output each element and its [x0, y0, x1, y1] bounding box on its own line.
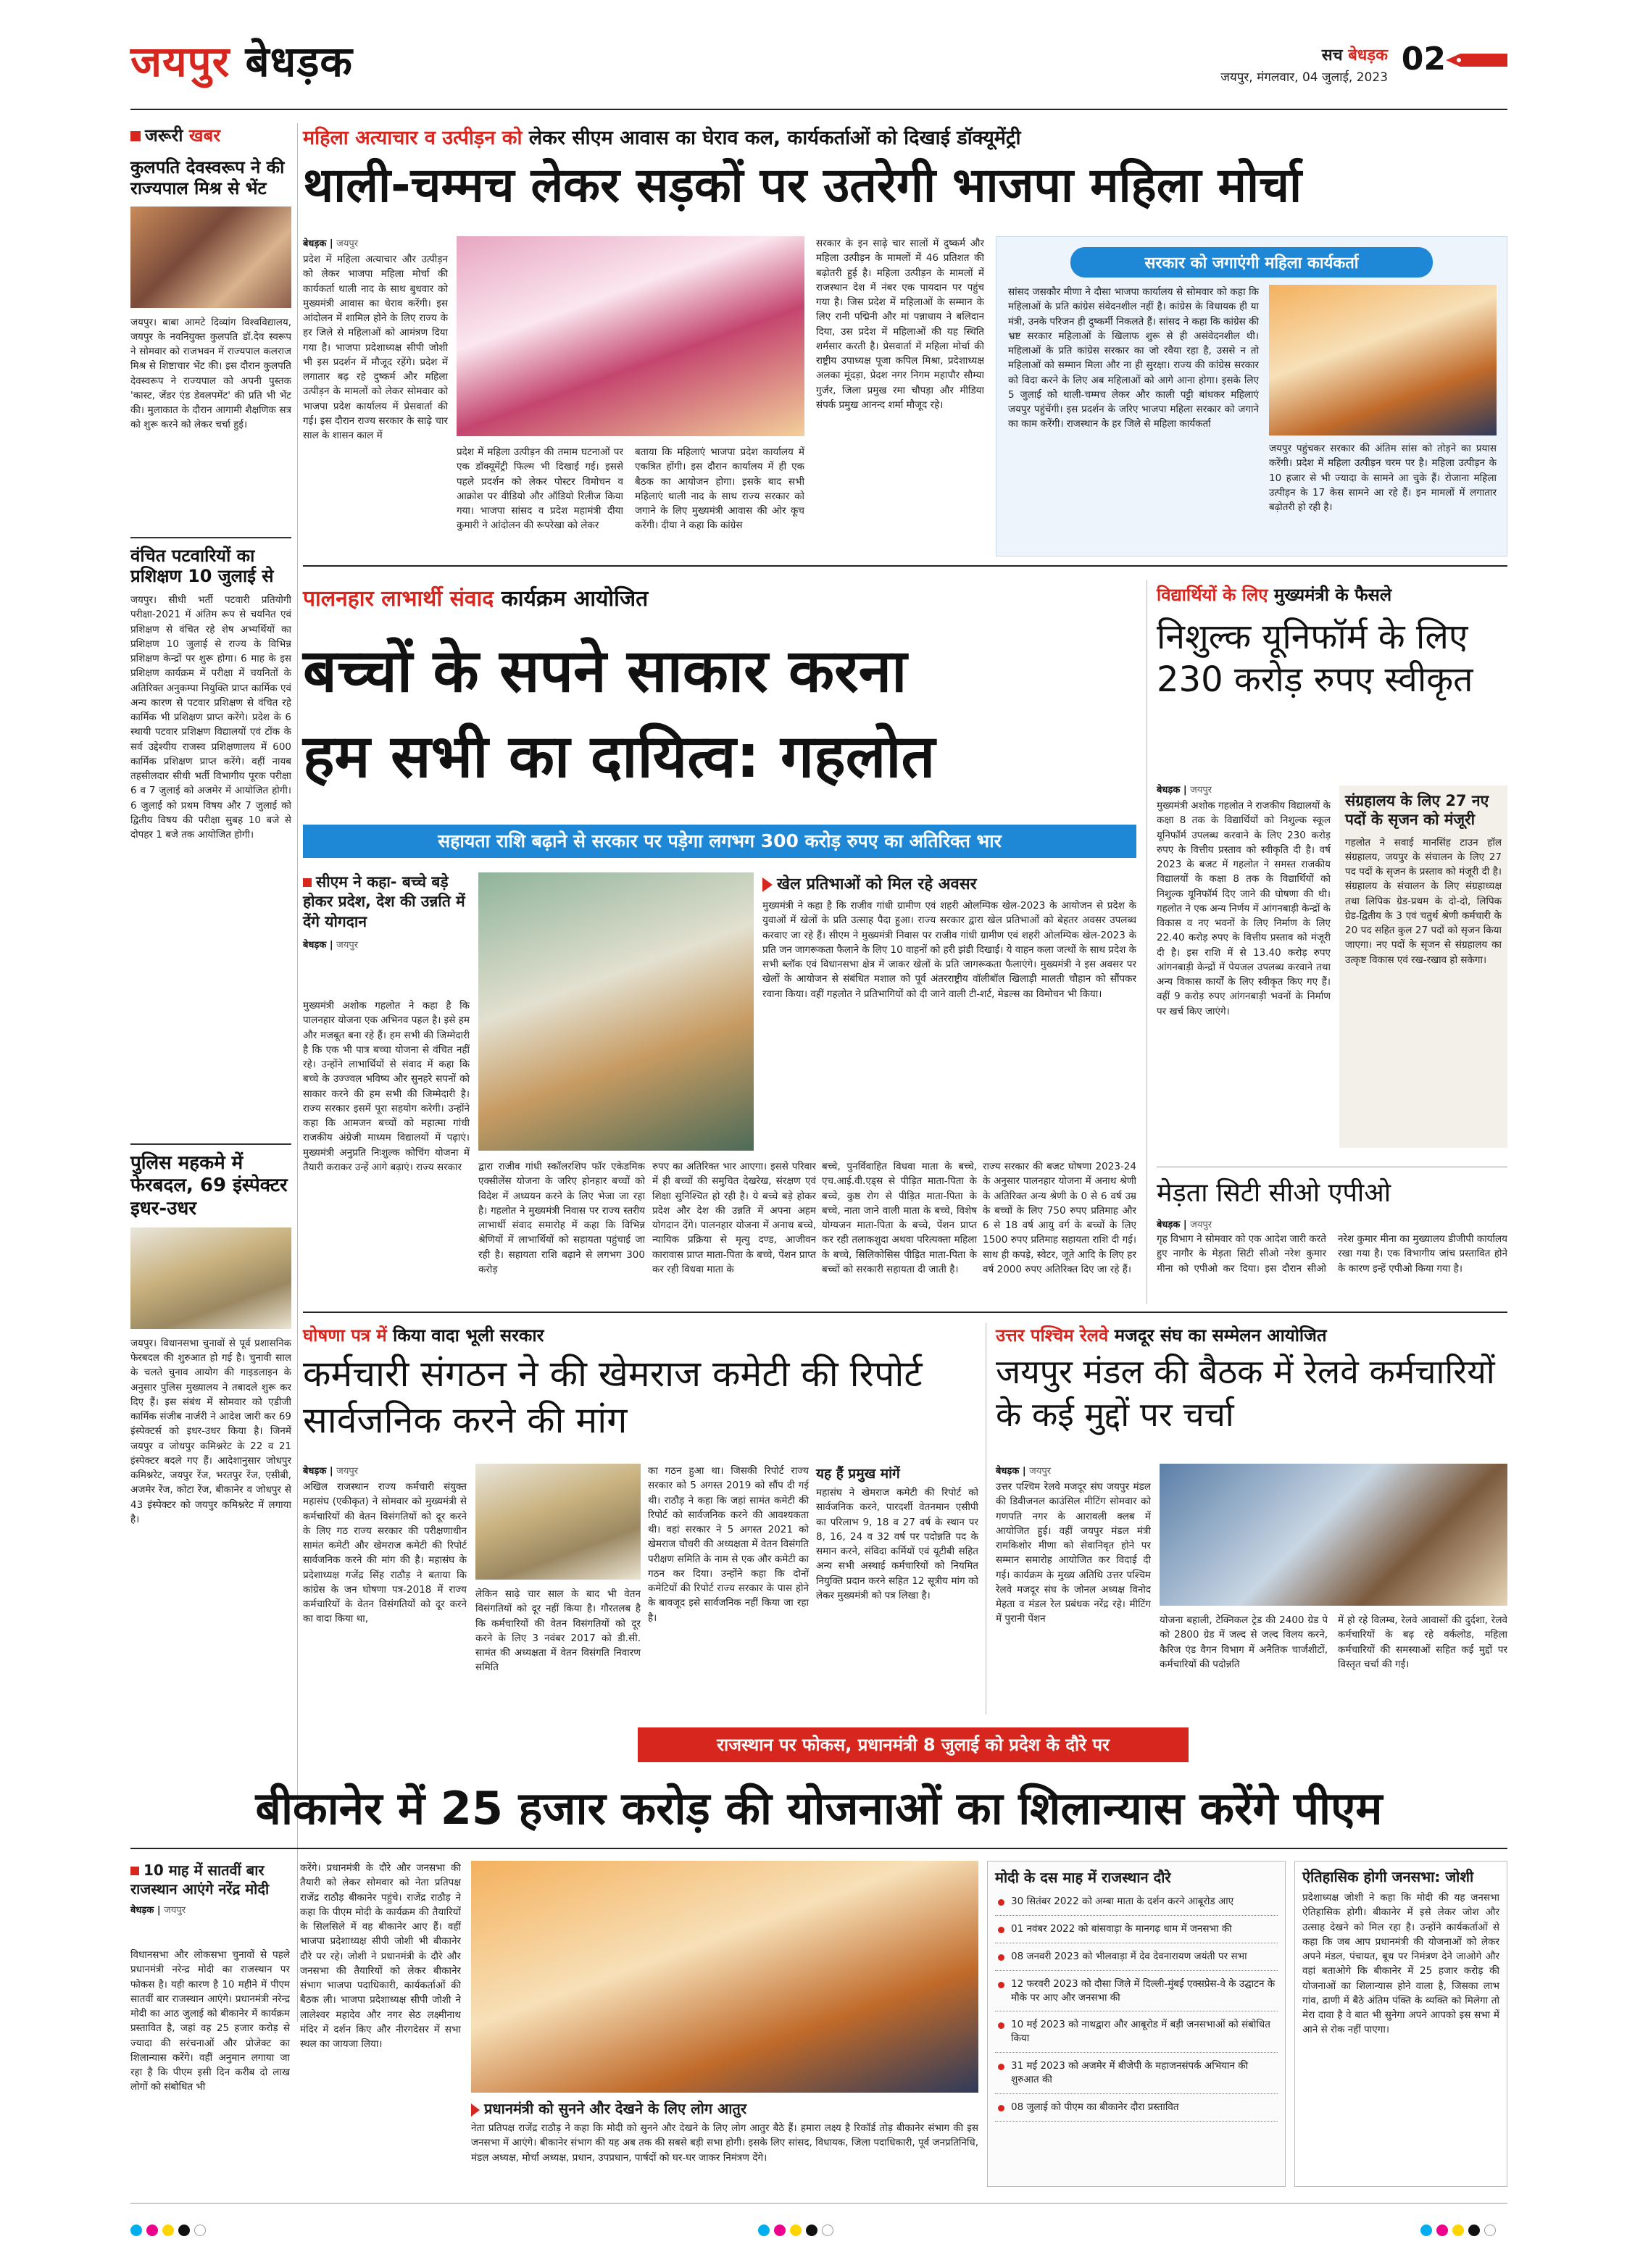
- left-header-a: जरूरी: [145, 125, 183, 146]
- color-marks-right: [1420, 2225, 1500, 2239]
- s2-kicker-red: पालनहार लाभार्थी संवाद: [303, 586, 494, 612]
- s1-box-text: सांसद जसकौर मीणा ने दौसा भाजपा कार्यालय से सोमवार को कहा कि महिलाओं के प्रति कांग्रेस संवेदनशील नहीं है। कांग्रेस के विधायक ही या मंत्री, उनके परिजन ही दुष्कर्मी निकलते हैं। सांसद ने कहा कि कांग्रेस की भ्रष्ट सरकार महिलाओं के खिलाफ शुरू से ही असंवेदनशील थी। महिलाओं के प्रति कांग्रेस सरकार का जो रवैया रहा है, उससे न तो महिलाओं को सम्मान मिला और ना ही सुरक्षा। राज्य की कांग्रेस सरकार को विदा करने के लिए अब महिलाओं को आगे आना होगा। इसके लिए 5 जुलाई को थाली-चम्मच लेकर और काली पट्टी बांधकर महिलाएं जयपुर पहुंचेंगी। इस प्रदर्शन के जरिए भाजपा महिला सरकार को जगाने का काम करेंगी। राजस्थान के हर जिले से महिला कार्यकर्ता: [1008, 286, 1259, 430]
- s3-headline: निशुल्क यूनिफॉर्म के लिए 230 करोड़ रुपए स्वीकृत: [1157, 617, 1473, 700]
- cyan-mark: [758, 2225, 770, 2236]
- s6-sub-bullet: [130, 1867, 139, 1875]
- s6-byline-b: जयपुर: [164, 1905, 186, 1916]
- s3-medta-title: मेड़ता सिटी सीओ एपीओ: [1157, 1178, 1391, 1208]
- yellow-mark: [1452, 2225, 1464, 2236]
- s4-kicker-rest: किया वादा भूली सरकार: [393, 1325, 544, 1346]
- magenta-mark: [146, 2225, 158, 2236]
- s1-col2: प्रदेश में महिला उत्पीड़न की तमाम घटनाओं पर एक डॉक्यूमेंट्री फिल्म भी दिखाई गई। इससे पहले प्रदर्शन को लेकर पोस्टर विमोचन व आक्रोश पर वीडियो और ऑडियो रिलीज किया गया। भाजपा सांसद व प्रदेश महामंत्री दीया कुमारी ने आंदोलन की रूपरेखा को लेकर: [457, 446, 623, 532]
- left-header-icon: [130, 131, 141, 141]
- s1-col4: सरकार के इन साढ़े चार सालों में दुष्कर्म और महिला उत्पीड़न के मामलों में 46 प्रतिशत की बढ़ोतरी हुई है। महिला उत्पीड़न के मामलों में राजस्थान देश में नंबर एक पायदान पर पहुंच गया है। जिस प्रदेश में महिलाओं के सम्मान के लिए रानी पद्मिनी और मां पन्नाधाय ने बलिदान दिया, उस प्रदेश में महिलाओं की यह स्थिति शर्मसार करती है। प्रेसवार्ता में महिला मोर्चा की राष्ट्रीय उपाध्यक्ष पूजा कपिल मिश्रा, प्रदेशाध्यक्ष अलका मूंदड़ा, प्रेदश नगर निगम महापौर सौम्या गुर्जर, जिला प्रमुख रमा चौपड़ा और मीडिया संपर्क प्रमुख आनन्द शर्मा मौजूद रहे।: [816, 238, 984, 411]
- page-number: 02: [1401, 41, 1446, 78]
- masthead: [130, 36, 1507, 109]
- s6-headline: बीकानेर में 25 हजार करोड़ की योजनाओं का शिलान्यास करेंगे पीएम: [255, 1782, 1383, 1835]
- s4-kicker-red: घोषणा पत्र में: [303, 1325, 387, 1346]
- s2-col2: द्वारा राजीव गांधी स्कॉलरशिप फॉर एकेडमिक एक्सीलेंस योजना के जरिए होनहार बच्चों को विदेश में अध्ययन करने के लिए भेजा जा रहा है। गहलोत ने मुख्यमंत्री निवास पर राज्य स्तरीय लाभार्थी संवाद समारोह में कहा कि विभिन्न श्रेणियों में लाभार्थियों को सहायता पहुंचाई जा रही है। सहायता राशि बढ़ाने से लगभग 300 करोड़: [478, 1161, 645, 1275]
- yellow-mark: [162, 2225, 174, 2236]
- s3-side-box: [1339, 785, 1507, 1148]
- left-column-rule: [297, 123, 298, 2022]
- s6-cap-title: [471, 2098, 978, 2118]
- s5-kicker-red: उत्तर पश्चिम रेलवे: [996, 1325, 1109, 1346]
- s1-byline: बेधड़क | जयपुर: [303, 238, 359, 249]
- list-item: 10 मई 2023 को नाथद्वारा और आबूरोड में बड़ी जनसभाओं को संबोधित किया: [995, 2011, 1278, 2053]
- cyan-mark: [1420, 2225, 1432, 2236]
- black-mark: [178, 2225, 190, 2236]
- white-mark: [1484, 2225, 1496, 2236]
- s2-kicker-rest: कार्यक्रम आयोजित: [501, 586, 649, 612]
- s6-side-title: ऐतिहासिक होगी जनसभा: जोशी: [1302, 1868, 1474, 1885]
- s2-sub-text: [303, 872, 470, 932]
- s1-photo: [457, 236, 804, 436]
- news3-body: जयपुर। विधानसभा चुनावों से पूर्व प्रशासनिक फेरबदल की शुरुआत हो गई है। चुनावी साल के चलते चुनाव आयोग की गाइडलाइन के अनुसार पुलिस मुख्यालय ने तबादले शुरू कर दिए हैं। इस संबंध में सोमवार को एडीजी कार्मिक संजीब नार्जरी ने आदेश जारी कर 69 इंस्पेक्टर्स को इधर-उधर किया है। जिनमें जयपुर व जोधपुर कमिश्नरेट के 22 व 21 इंस्पेक्टर बदले गए हैं। आदेशानुसार जोधपुर कमिश्नरेट, जयपुर रेंज, भरतपुर रेंज, एसीबी, अजमेर रेंज, कोटा रेंज, बीकानेर व जोधपुर से 43 इंस्पेक्टर को जयपुर कमिश्नरेट में लगाया है।: [130, 1337, 291, 1525]
- news2-body: जयपुर। सीधी भर्ती पटवारी प्रतियोगी परीक्षा-2021 में अंतिम रूप से चयनित एवं प्रशिक्षण से वंचित रहे शेष अभ्यर्थियों का प्रशिक्षण 10 जुलाई से राज्य के विभिन्न प्रशिक्षण केन्द्रों पर शुरू होगा। 6 माह के इस प्रशिक्षण कार्यक्रम में परीक्षा में चयनितों के अतिरिक्त अनुकम्पा नियुक्ति प्राप्त कार्मिक एवं अन्य कारण से पटवार प्रशिक्षण से वंचित रहे कार्मिक भी प्रशिक्षण प्राप्त करेंगे। प्रदेश के 6 स्थायी पटवार प्रशिक्षण विद्यालयों एवं टोंक के सर्व उद्देश्यीय राजस्व प्रशिक्षणालय में 600 कार्मिक प्रशिक्षण प्राप्त करेंगे। वहीं नायब तहसीलदार सीधी भर्ती विभागीय पूरक परीक्षा 6 व 7 जुलाई को अजमेर में आयोजित होगी। 6 जुलाई को प्रथम विषय और 7 जुलाई को द्वितीय विषय की परीक्षा सुबह 10 बजे से दोपहर 1 बजे तक आयोजित होगी।: [130, 594, 291, 841]
- magenta-mark: [774, 2225, 786, 2236]
- s1-kicker: [303, 123, 1506, 150]
- s6-side-box: [1294, 1861, 1507, 2187]
- s5-byline: बेधड़क | जयपुर: [996, 1466, 1052, 1477]
- s1-box-caption: जयपुर पहुंचकर सरकार की अंतिम सांस को तोड़ने का प्रयास करेंगी। प्रदेश में महिला उत्पीड़न चरम पर है। महिला उत्पीड़न के 10 हजार से भी ज्यादा के सामने आ चुके हैं। रोजाना महिला उत्पीड़न के 17 केस सामने आ रहे हैं। इन मामलों में लगातार बढ़ोतरी हो रही है।: [1269, 443, 1497, 513]
- s6-cap-title-label: प्रधानमंत्री को सुनने और देखने के लिए लोग आतुर: [484, 2100, 747, 2117]
- color-marks-center: [758, 2225, 838, 2239]
- s6-cap-arrow-icon: [471, 2104, 480, 2117]
- s2-col4: बच्चे, पुनर्विवाहित विधवा माता के बच्चे, एच.आई.वी.एड्स से पीड़ित माता-पिता के बच्चे, कुष्ठ रोग से पीड़ित माता-पिता के बच्चे, नाता जाने वाली माता के बच्चे, विशेष योग्यजन माता-पिता के बच्चे, पेंशन प्राप्त कर रही तलाकशुदा अथवा परित्यक्ता महिला के बच्चे, सिलिकोसिस पीड़ित माता-पिता के बच्चों को सरकारी सहायता दी जाती है।: [822, 1161, 977, 1275]
- list-item: 12 फरवरी 2023 को दौसा जिले में दिल्ली-मुंबई एक्सप्रेस-वे के उद्घाटन के मौके पर आए और जनसभा की: [995, 1971, 1278, 2012]
- black-mark: [806, 2225, 817, 2236]
- s5-byline-b: जयपुर: [1029, 1466, 1052, 1477]
- left-divider-2: [130, 1143, 291, 1145]
- s1-box: [996, 236, 1507, 556]
- s5-kicker: [996, 1323, 1507, 1347]
- black-mark: [1468, 2225, 1480, 2236]
- s6-col2: करेंगे। प्रधानमंत्री के दौरे और जनसभा की तैयारी को लेकर सोमवार को नेता प्रतिपक्ष राजेंद्र राठौड़ बीकानेर पहुंचे। राजेंद्र राठौड़ ने कहा कि पीएम मोदी के कार्यक्रम की तैयारियों के सिलसिले में वह बीकानेर आए हैं। वहीं भाजपा प्रदेशाध्यक्ष सीपी जोशी भी बीकानेर दौरे पर रहे। जोशी ने प्रधानमंत्री के दौरे और जनसभा की तैयारियों को लेकर बीकानेर संभाग भाजपा पदाधिकारी, कार्यकर्ताओं की बैठक ली। भाजपा प्रदेशाध्यक्ष सीपी जोशी ने लालेश्वर महादेव और नगर सेठ लक्ष्मीनाथ मंदिर में दर्शन किए और नीरगदेसर में सभा स्थल का जायजा लिया।: [300, 1862, 461, 2050]
- left-header-b: खबर: [188, 125, 221, 146]
- s3-side-title: संग्रहालय के लिए 27 नए पदों के सृजन को मंजूरी: [1345, 792, 1489, 829]
- s2-khel-title: [762, 872, 1136, 894]
- s5-col1: उत्तर पश्चिम रेलवे मजदूर संघ जयपुर मंडल की डिवीजनल काउंसिल मीटिंग सोमवार को गणपति नगर के आरावली क्लब में आयोजित हुई। वहीं जयपुर मंडल मंत्री रामकिशोर मीणा को सेवानिवृत होने पर सम्मान समारोह आयोजित कर विदाई दी गई। कार्यक्रम के मुख्य अतिथि उत्तर पश्चिम रेलवे मजदूर संघ के जोनल अध्यक्ष विनोद मेहता व मंडल रेल प्रबंधक नरेंद्र रहे। मीटिंग में पुरानी पेंशन: [996, 1481, 1151, 1625]
- s4-headline: कर्मचारी संगठन ने की खेमराज कमेटी की रिपोर्ट सार्वजनिक करने की मांग: [303, 1353, 923, 1441]
- masthead-title-red: जयपुर: [130, 37, 230, 86]
- list-item: 08 जुलाई को पीएम का बीकानेर दौरा प्रस्तावित: [995, 2094, 1278, 2122]
- s6-dates-box: [987, 1861, 1286, 2187]
- masthead-tagline: [1322, 43, 1388, 65]
- s5-headline: जयपुर मंडल की बैठक में रेलवे कर्मचारियों के कई मुद्दों पर चर्चा: [996, 1352, 1495, 1434]
- white-mark: [822, 2225, 833, 2236]
- s2-sub-bullet: [303, 878, 312, 887]
- s2-headline-line2: हम सभी का दायित्व: गहलोत: [303, 722, 936, 791]
- s3-kicker-red: विद्यार्थियों के लिए: [1157, 585, 1268, 605]
- s2-sub: [303, 872, 470, 952]
- s3-medta-text: गृह विभाग ने सोमवार को एक आदेश जारी करते हुए नागौर के मेड़ता सिटी सीओ नरेश कुमार मीना को एपीओ कर दिया। इस दौरान सीओ नरेश कुमार मीना का मुख्यालय डीजीपी कार्यालय रखा गया है। एक विभागीय जांच प्रस्तावित होने के कारण इन्हें एपीओ किया गया है।: [1157, 1233, 1507, 1275]
- s5-kicker-rest: मजदूर संघ का सम्मेलन आयोजित: [1114, 1325, 1327, 1346]
- s6-byline-a: बेधड़क: [130, 1905, 154, 1916]
- s1-col1: प्रदेश में महिला अत्याचार और उत्पीड़न को लेकर भाजपा महिला मोर्चा की कार्यकर्ता थाली नाद के साथ बुधवार को मुख्यमंत्री आवास का घेराव करेंगी। इस आंदोलन में शामिल होने के लिए राज्य के हर जिले से महिलाओं को आमंत्रण दिया गया है। भाजपा प्रदेशाध्यक्ष सीपी जोशी भी इस प्रदर्शन में मौजूद रहेंगे। प्रदेश में लगातार बढ़ रहे दुष्कर्म और महिला उत्पीड़न के मामलों को लेकर सोमवार को भाजपा प्रदेश कार्यालय में प्रेसवार्ता की गई। इस दौरान राज्य सरकार के साढ़े चार साल के शासन काल में: [303, 254, 448, 441]
- s5-byline-a: बेधड़क: [996, 1466, 1020, 1477]
- s4-byline: बेधड़क | जयपुर: [303, 1466, 359, 1477]
- s4-points-text: महासंघ ने खेमराज कमेटी की रिपोर्ट को सार्वजनिक करने, पारदर्शी वेतनमान एसीपी का परिलाभ 9, 18 व 27 वर्ष के स्थान पर 8, 16, 24 व 32 वर्ष पर पदोन्नति पद के समान करने, संविदा कर्मियों एवं यूटीबी सहित अन्य सभी अस्थाई कर्मचारियों को नियमित नियुक्ति प्रदान करने सहित 12 सूत्रीय मांग को लेकर मुख्यमंत्री को पत्र लिखा है।: [816, 1487, 978, 1601]
- s4-byline-a: बेधड़क: [303, 1466, 327, 1477]
- news3-photo: [130, 1227, 291, 1329]
- s5-photo: [1160, 1464, 1507, 1606]
- s3-byline: बेधड़क | जयपुर: [1157, 785, 1212, 796]
- s2-col1: मुख्यमंत्री अशोक गहलोत ने कहा है कि पालनहार योजना एक अभिनव पहल है। इसे हम और मजबूत बना रहे हैं। हम सभी की जिम्मेदारी है कि एक भी पात्र बच्चा योजना से वंचित नहीं रहे। उन्होंने लाभार्थियों से संवाद में कहा कि बच्चे के उज्ज्वल भविष्य और सुनहरे सपनों को साकार करने की हम सभी की जिम्मेदारी है। राज्य सरकार इसमें पूरा सहयोग करेगी। उन्होंने कहा कि आमजन बच्चों को महात्मा गांधी राजकीय अंग्रेजी माध्यम विद्यालयों में पढ़ाएं। मुख्यमंत्री अनुप्रति निःशुल्क कोचिंग योजना में तैयारी कराकर उन्हें आगे बढ़ाएं। राज्य सरकार: [303, 1000, 470, 1173]
- s2-rule: [303, 1312, 1507, 1313]
- s1-byline-b: जयपुर: [336, 238, 359, 249]
- s2-photo: [478, 872, 754, 1151]
- tagline-b: बेधड़क: [1348, 46, 1388, 64]
- s6-rule: [130, 1848, 1507, 1849]
- list-item: 30 सितंबर 2022 को अम्बा माता के दर्शन करने आबूरोड आए: [995, 1888, 1278, 1916]
- s6-caption-box: [471, 2098, 978, 2187]
- color-marks-left: [130, 2225, 210, 2239]
- s6-sub-text: [130, 1861, 290, 1898]
- s6-cap-text: नेता प्रतिपक्ष राजेंद्र राठौड़ ने कहा कि मोदी को सुनने और देखने के लिए लोग आतुर बैठे हैं। हमारा लक्ष्य है रिकॉर्ड तोड़ बीकानेर संभाग की इस जनसभा में आएंगे। बीकानेर संभाग की यह अब तक की सबसे बड़ी सभा होगी। इसके लिए सांसद, विधायक, जिला पदाधिकारी, पूर्व जनप्रतिनिधि, मंडल अध्यक्ष, मोर्चा अध्यक्ष, प्रधान, उपप्रधान, पार्षदों को घर-घर जाकर निमंत्रण देंगे।: [471, 2122, 978, 2164]
- s1-box-photo: [1269, 285, 1497, 435]
- s3-medta-byline: बेधड़क | जयपुर: [1157, 1220, 1212, 1230]
- s2-sub-label: सीएम ने कहा- बच्चे बड़े होकर प्रदेश, देश की उन्नति में देंगे योगदान: [303, 873, 465, 930]
- s4-col1: अखिल राजस्थान राज्य कर्मचारी संयुक्त महासंघ (एकीकृत) ने सोमवार को मुख्यमंत्री से कर्मचारियों की वेतन विसंगतियों को दूर करने के लिए गठ राज्य सरकार की परीक्षणाधीन सामंत कमेटी और खेमराज कमेटी की रिपोर्ट सार्वजनिक करने की मांग की है। महासंघ के प्रदेशाध्यक्ष गजेंद्र सिंह राठौड़ ने बताया कि कांग्रेस के जन घोषणा पत्र-2018 में राज्य कर्मचारियों के वेतन विसंगतियों को दूर करने का वादा किया था,: [303, 1481, 467, 1625]
- s1-col3: बताया कि महिलाएं भाजपा प्रदेश कार्यालय में एकत्रित होंगी। इस दौरान कार्यालय में ही एक बैठक का आयोजन होगा। इसके बाद सभी महिलाएं थाली नाद के साथ राज्य सरकार को जगाने के लिए मुख्यमंत्री आवास की ओर कूच करेंगी। दीया ने कहा कि कांग्रेस: [635, 446, 804, 532]
- news2-title: वंचित पटवारियों का प्रशिक्षण 10 जुलाई से: [130, 545, 274, 587]
- s5-col3: में हो रहे विलम्ब, रेलवे आवासों की दुर्दशा, रेलवे कर्मचारियों के बढ़ रहे वर्कलोड, महिला कर्मचारियों की समस्याओं सहित कई मुद्दों पर विस्तृत चर्चा की गई।: [1338, 1614, 1507, 1670]
- s3-side-text: गहलोत ने सवाई मानसिंह टाउन हॉल संग्रहालय, जयपुर के संचालन के लिए 27 पद पदों के सृजन के प्रस्ताव को मंजूरी दी है। संग्रहालय के संचालन के लिए संग्रहाध्यक्ष तथा लिपिक ग्रेड-प्रथम के दो-दो, लिपिक ग्रेड-द्वितीय के 3 एवं चतुर्थ श्रेणी कर्मचारी के 20 पद सहित कुल 27 पदों को सृजन किया जाएगा। नए पदों के सृजन से संग्रहालय का उत्कृष्ट विकास एवं रख-रखाव हो सकेगा।: [1345, 836, 1502, 966]
- s4-kicker: [303, 1323, 955, 1347]
- masthead-title-black: बेधड़क: [245, 37, 353, 86]
- pen-nib-icon: [1446, 52, 1507, 68]
- s6-sub: [130, 1861, 290, 1917]
- s2-col5: राज्य सरकार की बजट घोषणा 2023-24 के अनुसार पालनहार योजना में अनाथ श्रेणी के अतिरिक्त अन्य श्रेणी के 0 से 6 वर्ष उम्र के बच्चों के लिए 750 रुपए प्रतिमाह और 6 से 18 वर्ष आयु वर्ग के बच्चों के लिए 1500 रुपए प्रतिमाह सहायता राशि दी गई। साथ ही कपड़े, स्वेटर, जूते आदि के लिए हर वर्ष 2000 रुपए अतिरिक्त दिए जा रहे हैं।: [983, 1161, 1136, 1275]
- magenta-mark: [1436, 2225, 1448, 2236]
- cyan-mark: [130, 2225, 142, 2236]
- s1-box-title: सरकार को जगाएंगी महिला कार्यकर्ता: [1070, 247, 1433, 278]
- s3-kicker: [1157, 583, 1507, 606]
- s6-banner: राजस्थान पर फोकस, प्रधानमंत्री 8 जुलाई को प्रदेश के दौरे पर: [638, 1727, 1189, 1762]
- s3-medta-byline-b: जयपुर: [1190, 1220, 1212, 1230]
- s2-khel-box: [762, 872, 1136, 1151]
- s3-body: मुख्यमंत्री अशोक गहलोत ने राजकीय विद्यालयों के कक्षा 8 तक के विद्यार्थियों को निशुल्क स्कूल यूनिफॉर्म उपलब्ध करवाने के लिए 230 करोड़ रुपए के वित्तीय प्रस्ताव को स्वीकृति दी है। वर्ष 2023 के बजट में गहलोत ने समस्त राजकीय विद्यालयों के कक्षा 8 तक के विद्यार्थियों को निशुल्क यूनिफॉर्म दिए जाने की घोषणा की थी। गहलोत ने एक अन्य निर्णय में आंगनबाड़ी केन्द्रों के विकास व नए भवनों के लिए निर्माण के लिए 22.40 करोड़ रुपए के वित्तीय प्रस्ताव को मंजूरी दी है। इस राशि में से 13.40 करोड़ रुपए आंगनबाड़ी केन्द्रों में पेयजल उपलब्ध करवाने तथा अन्य विकास कार्यों के लिए स्वीकृत किए गए हैं। वहीं 9 करोड़ रुपए आंगनबाड़ी भवनों के निर्माण पर खर्च किए जाएंगे।: [1157, 800, 1331, 1017]
- s3-byline-a: बेधड़क: [1157, 785, 1181, 796]
- s4-photo: [475, 1464, 641, 1580]
- left-column: [130, 123, 291, 2022]
- s4-points: [816, 1464, 978, 1712]
- dateline: जयपुर, मंगलवार, 04 जुलाई, 2023: [1220, 70, 1388, 85]
- s2-kicker: [303, 583, 1136, 612]
- s2-khel-arrow-icon: [762, 877, 773, 892]
- s3-kicker-rest: मुख्यमंत्री के फैसले: [1273, 585, 1392, 605]
- s2-banner: सहायता राशि बढ़ाने से सरकार पर पड़ेगा लगभग 300 करोड़ रुपए का अतिरिक्त भार: [303, 825, 1136, 858]
- s2-headline-line1: बच्चों के सपने साकार करना: [303, 637, 907, 706]
- news3-title: पुलिस महकमे में फेरबदल, 69 इंस्पेक्टर इधर-उधर: [130, 1152, 288, 1220]
- s6-dates-title: मोदी के दस माह में राजस्थान दौरे: [995, 1869, 1171, 1886]
- s4-byline-b: जयपुर: [336, 1466, 359, 1477]
- s4-col2: लेकिन साढ़े चार साल के बाद भी वेतन विसंगतियों को दूर नहीं किया है। गौरतलब है कि कर्मचारियों की वेतन विसंगतियों को दूर करने के लिए 3 नवंबर 2017 को डी.सी. सामंत की अध्यक्षता में वेतन विसंगति निवारण समिति: [475, 1588, 641, 1674]
- s4-col3: का गठन हुआ था। जिसकी रिपोर्ट राज्य सरकार को 5 अगस्त 2019 को सौंप दी गई थी। राठौड़ ने कहा कि जहां सामंत कमेटी की रिपोर्ट को सार्वजनिक करने की आवश्यकता थी। वहां सरकार ने 5 अगस्त 2021 को खेमराज चौधरी की अध्यक्षता में वेतन विसंगति परीक्षण समिति के नाम से एक और कमेटी का गठन कर दिया। उन्होंने कहा कि दोनों कमेटियों की रिपोर्ट राज्य सरकार के पास होने के बावजूद इसे सार्वजनिक नहीं किया जा रहा है।: [648, 1465, 809, 1624]
- tagline-a: सच: [1321, 46, 1343, 64]
- s6-sub-label: 10 माह में सातवीं बार राजस्थान आएंगे नरेंद्र मोदी: [130, 1861, 270, 1898]
- masthead-title: [130, 37, 353, 86]
- list-item: 31 मई 2023 को अजमेर में बीजेपी के महाजनसंपर्क अभियान की शुरुआत की: [995, 2053, 1278, 2094]
- s2-byline: बेधड़क | जयपुर: [303, 939, 359, 951]
- list-item: 01 नवंबर 2022 को बांसवाड़ा के मानगढ़ धाम में जनसभा की: [995, 1916, 1278, 1943]
- news1-title: कुलपति देवस्वरूप ने की राज्यपाल मिश्र से भेंट: [130, 157, 285, 199]
- left-header: [130, 123, 291, 147]
- s6-dates-list: [995, 1888, 1278, 2122]
- s6-photo: [471, 1861, 978, 2093]
- s2-col3: रुपए का अतिरिक्त भार आएगा। इससे परिवार में ही बच्चों की समुचित देखरेख, संरक्षण एवं शिक्षा सुनिश्चित हो रही है। ये बच्चे बड़े होकर प्रदेश और देश की उन्नति में अपना अहम योगदान देंगे। पालनहार योजना में अनाथ बच्चे, न्यायिक प्रक्रिया से मृत्यु दण्ड, आजीवन कारावास प्राप्त माता-पिता के बच्चे, पेंशन प्राप्त कर रही विधवा माता के: [652, 1161, 816, 1275]
- s1-rule: [303, 565, 1507, 567]
- list-item: 08 जनवरी 2023 को भीलवाड़ा में देव देवनारायण जयंती पर सभा: [995, 1943, 1278, 1971]
- news1-body: जयपुर। बाबा आमटे दिव्यांग विश्वविद्यालय, जयपुर के नवनियुक्त कुलपति डॉ.देव स्वरूप ने सोमवार को राजभवन में राज्यपाल कलराज मिश्र से शिष्टाचार भेंट की। इस दौरान कुलपति देवस्वरूप ने राज्यपाल को अपनी पुस्तक 'कास्ट, जेंडर एंड डेवलपमेंट' की प्रति भी भेंट की। मुलाकात के दौरान आगामी शैक्षणिक सत्र को शुरू करने को लेकर चर्चा हुई।: [130, 316, 291, 431]
- s5-col2: योजना बहाली, टेक्निकल ट्रेड की 2400 ग्रेड पे को 2800 ग्रेड में जल्द से जल्द विलय करने, कैरिज एंड वैगन विभाग में अनैतिक चार्जशीटों, कर्मचारियों की पदोन्नति: [1160, 1614, 1328, 1670]
- s4-points-title: यह हैं प्रमुख मांगें: [816, 1466, 900, 1482]
- s2-khel-title-label: खेल प्रतिभाओं को मिल रहे अवसर: [777, 875, 977, 893]
- yellow-mark: [790, 2225, 802, 2236]
- s2-khel-text: मुख्यमंत्री ने कहा है कि राजीव गांधी ग्रामीण एवं शहरी ओलम्पिक खेल-2023 के आयोजन से प्रदेश के युवाओं में खेलों के प्रति उत्साह पैदा हुआ। राज्य सरकार द्वारा खेल प्रतिभाओं को बेहतर अवसर उपलब्ध करवाए जा रहे हैं। सीएम ने मुख्यमंत्री निवास पर राजीव गांधी ग्रामीण एवं शहरी ओलम्पिक खेल-2023 के प्रति जन जागरूकता फैलाने के लिए 10 वाहनों को हरी झंडी दिखाई। ये वाहन कला जत्थों के साथ प्रदेश के सभी ब्लॉक एवं विधानसभा क्षेत्र में जाकर खेलों के प्रति जागरूकता फैलाएंगे। मुख्यमंत्री ने इस अवसर पर खेलों के आयोजन से संबंधित मशाल को पूर्व अंतरराष्ट्रीय वॉलीबॉल खिलाड़ी मालती चौहान को सौंपकर रवाना किया। वहीं गहलोत ने प्रतिभागियों को दी जाने वाली टी-शर्ट, मेडल्स का विमोचन भी किया।: [762, 900, 1136, 1000]
- s1-byline-a: बेधड़क: [303, 238, 327, 249]
- s2-byline-b: जयपुर: [336, 939, 359, 951]
- footer-rule: [130, 2203, 1507, 2204]
- s2-byline-a: बेधड़क: [303, 939, 327, 951]
- white-mark: [194, 2225, 206, 2236]
- news1-photo: [130, 207, 291, 308]
- s1-kicker-red: महिला अत्याचार व उत्पीड़न को: [303, 127, 523, 149]
- s1-kicker-rest: लेकर सीएम आवास का घेराव कल, कार्यकर्ताओं को दिखाई डॉक्यूमेंट्री: [528, 127, 1021, 149]
- s6-byline: बेधड़क | जयपुर: [130, 1905, 186, 1916]
- s1-headline: थाली-चम्मच लेकर सड़कों पर उतरेगी भाजपा महिला मोर्चा: [303, 157, 1302, 213]
- masthead-rule: [130, 109, 1507, 110]
- s3-byline-b: जयपुर: [1190, 785, 1212, 796]
- left-divider-1: [130, 537, 291, 538]
- s6-col1: विधानसभा और लोकसभा चुनावों से पहले प्रधानमंत्री नरेन्द्र मोदी का राजस्थान पर फोकस है। यही कारण है 10 महीने में पीएम सातवीं बार राजस्थान आएंगे। प्रधानमंत्री नरेन्द्र मोदी का आठ जुलाई को बीकानेर में कार्यक्रम प्रस्तावित है, जहां वह 25 हजार करोड़ से ज्यादा की सरंचनाओं और प्रोजेक्ट का शिलान्यास करेंगे। वहीं अनुमान लगाया जा रहा है कि पीएम इसी दिन करीब दो लाख लोगों को संबोधित भी: [130, 1949, 290, 2093]
- s3-medta-byline-a: बेधड़क: [1157, 1220, 1181, 1230]
- s6-side-text: प्रदेशाध्यक्ष जोशी ने कहा कि मोदी की यह जनसभा ऐतिहासिक होगी। बीकानेर में इसे लेकर जोश और उत्साह देखने को मिल रहा है। उन्होंने कार्यकर्ताओं से कहा कि जब आप प्रधानमंत्री की योजनाओं को लेकर अपने मंडल, पंचायत, बूथ पर निमंत्रण देने जाओगे और वहां बताओगे कि बीकानेर में 25 हजार करोड़ की योजनाओं का शिलान्यास होने वाला है, जिसका लाभ गांव, ढाणी में बैठे अंतिम पंक्ति के व्यक्ति को मिलेगा तो मेरा दावा है वे बात भी सुनेगा अपने आपको इस सभा में आने से रोक नहीं पाएगा।: [1302, 1892, 1499, 2036]
